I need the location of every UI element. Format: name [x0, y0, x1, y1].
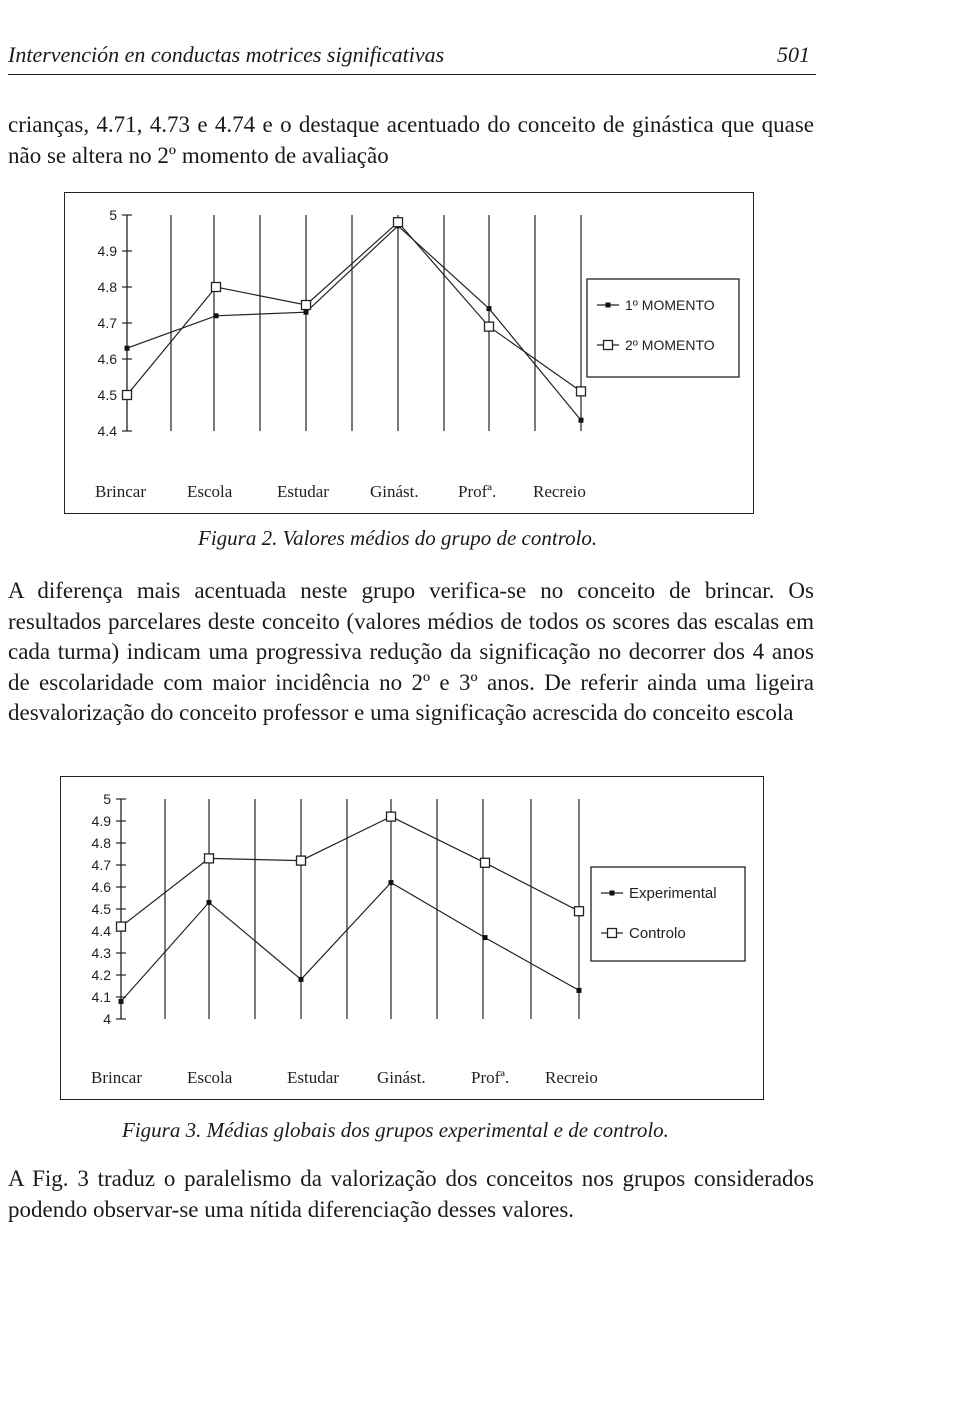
series-0-point-5 — [579, 418, 584, 423]
x-category-label: Ginást. — [377, 1068, 426, 1087]
y-tick-label: 4.4 — [91, 923, 111, 939]
series-0-point-4 — [487, 306, 492, 311]
legend-label-0: 1º MOMENTO — [625, 297, 715, 313]
legend-marker-0 — [606, 303, 611, 308]
series-0-point-0 — [125, 346, 130, 351]
y-tick-label: 4.7 — [91, 857, 111, 873]
y-tick-label: 5 — [103, 791, 111, 807]
figure-2-caption: Figura 2. Valores médios do grupo de controlo. — [198, 526, 598, 550]
series-1-point-4 — [485, 322, 494, 331]
legend-box — [591, 867, 745, 961]
y-tick-label: 4.1 — [91, 989, 111, 1005]
legend-label-1: 2º MOMENTO — [625, 337, 715, 353]
x-category-label: Profª. — [471, 1068, 510, 1087]
series-1-point-5 — [575, 907, 584, 916]
series-1-point-1 — [212, 283, 221, 292]
series-1-point-3 — [387, 812, 396, 821]
series-0-point-3 — [389, 880, 394, 885]
series-0-point-1 — [207, 900, 212, 905]
series-0-point-4 — [483, 935, 488, 940]
x-category-label: Recreio — [545, 1068, 598, 1087]
x-category-label: Estudar — [277, 482, 329, 501]
paragraph-1: crianças, 4.71, 4.73 e 4.74 e o destaque acentuado do conceito de ginástica que quase não se altera no 2º momento de avaliação — [8, 112, 814, 168]
paragraph-2: A diferença mais acentuada neste grupo verifica-se no conceito de brincar. Os resultados parcelares deste conceito (valores médios de todos os scores das escalas em cada turma) indicam uma progressiva redução da significação no decorrer dos 4 anos de escolaridade com maior incidência no 2º e 3º anos. De referir ainda uma ligeira desvalorização do conceito professor e uma significação acrescida do conceito escola — [8, 578, 814, 725]
series-line-0 — [121, 883, 579, 1002]
figure-3-chart — [60, 776, 764, 1100]
running-header-title: Intervención en conductas motrices significativas — [8, 42, 445, 67]
figure-2-chart — [64, 192, 754, 514]
x-category-label: Profª. — [458, 482, 497, 501]
y-tick-label: 4.4 — [97, 423, 117, 439]
y-tick-label: 5 — [109, 207, 117, 223]
series-0-point-0 — [119, 999, 124, 1004]
x-category-label: Estudar — [287, 1068, 339, 1087]
y-tick-label: 4.5 — [97, 387, 117, 403]
legend-marker-1 — [608, 929, 617, 938]
series-1-point-0 — [117, 922, 126, 931]
series-1-point-4 — [481, 858, 490, 867]
x-category-label: Brincar — [91, 1068, 142, 1087]
series-line-1 — [121, 817, 579, 927]
y-tick-label: 4.5 — [91, 901, 111, 917]
paragraph-3: A Fig. 3 traduz o paralelismo da valorização dos conceitos nos grupos considerados podendo observar-se uma nítida diferenciação desses valores. — [8, 1166, 814, 1222]
figure-3-svg — [61, 777, 763, 1099]
y-tick-label: 4.9 — [91, 813, 111, 829]
y-tick-label: 4.7 — [97, 315, 117, 331]
series-1-point-5 — [577, 387, 586, 396]
legend-label-1: Controlo — [629, 925, 686, 942]
y-tick-label: 4.6 — [97, 351, 117, 367]
x-category-label: Recreio — [533, 482, 586, 501]
legend-marker-1 — [604, 341, 613, 350]
figure-3-caption: Figura 3. Médias globais dos grupos experimental e de controlo. — [122, 1118, 669, 1142]
series-1-point-3 — [394, 218, 403, 227]
x-category-label: Escola — [187, 482, 233, 501]
series-0-point-1 — [214, 313, 219, 318]
x-category-label: Ginást. — [370, 482, 419, 501]
y-tick-label: 4.8 — [91, 835, 111, 851]
figure-2-svg — [65, 193, 753, 513]
series-1-point-1 — [205, 854, 214, 863]
legend-label-0: Experimental — [629, 885, 717, 902]
series-1-point-0 — [123, 391, 132, 400]
legend-marker-0 — [610, 891, 615, 896]
series-line-1 — [127, 222, 581, 395]
x-category-label: Escola — [187, 1068, 233, 1087]
y-tick-label: 4.6 — [91, 879, 111, 895]
series-line-0 — [127, 226, 581, 420]
series-1-point-2 — [297, 856, 306, 865]
y-tick-label: 4.8 — [97, 279, 117, 295]
page-number: 501 — [777, 42, 810, 67]
series-0-point-5 — [577, 988, 582, 993]
series-0-point-2 — [304, 310, 309, 315]
running-header — [8, 40, 816, 75]
y-tick-label: 4 — [103, 1011, 111, 1027]
legend-box — [587, 279, 739, 377]
x-category-label: Brincar — [95, 482, 146, 501]
series-0-point-2 — [299, 977, 304, 982]
y-tick-label: 4.2 — [91, 967, 111, 983]
y-tick-label: 4.3 — [91, 945, 111, 961]
y-tick-label: 4.9 — [97, 243, 117, 259]
series-1-point-2 — [302, 301, 311, 310]
